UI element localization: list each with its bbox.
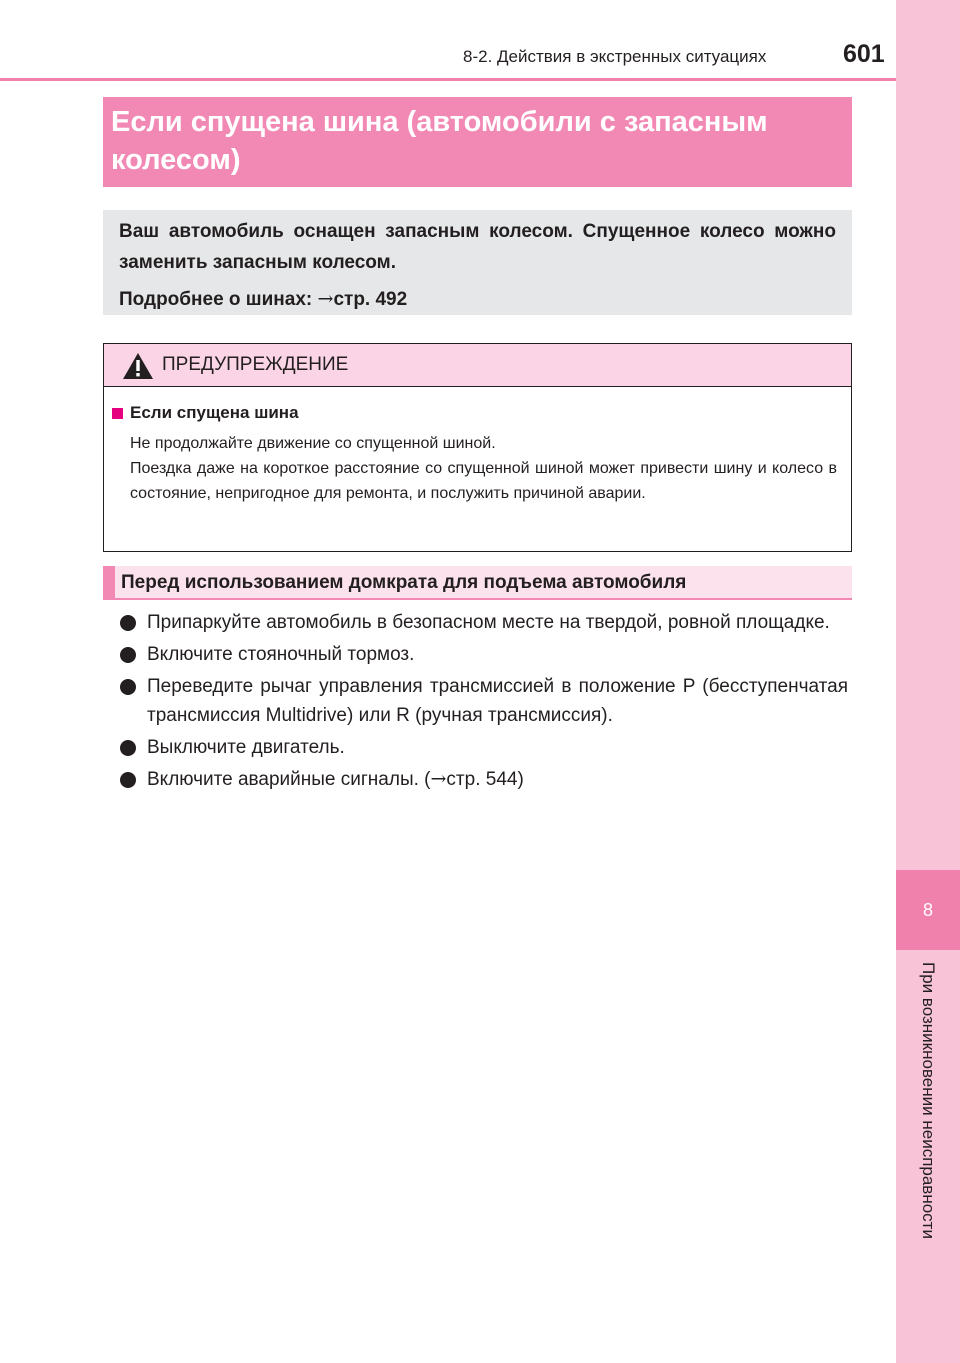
warning-subtitle-text: Если спущена шина: [130, 403, 299, 422]
subsection-accent-bar: [103, 566, 115, 598]
warning-subtitle: [112, 403, 837, 423]
header-divider: [0, 78, 896, 81]
bullet-dot-icon: [120, 615, 136, 631]
intro-text: Ваш автомобиль оснащен запасным колесом. Спущенное колесо можно заменить запасным колесом.: [119, 221, 836, 273]
bullet-list: [120, 608, 848, 797]
page-title: [111, 103, 844, 179]
intro-box: [103, 210, 852, 315]
list-item: [120, 765, 848, 794]
list-item-text: Припаркуйте автомобиль в безопасном месте на твердой, ровной площадке.: [147, 612, 830, 633]
list-item-text: Выключите двигатель.: [147, 737, 345, 758]
intro-reference: [119, 284, 836, 315]
subsection-title: Перед использованием домкрата для подъема автомобиля: [121, 572, 687, 593]
list-item-text: [147, 765, 848, 794]
bullet-dot-icon: [120, 740, 136, 756]
warning-text: [130, 431, 837, 506]
page-title-box: [103, 97, 852, 187]
warning-box: [103, 343, 852, 552]
chapter-side-tab: [896, 0, 960, 1363]
list-item: [120, 640, 848, 669]
chapter-title: [900, 962, 956, 1262]
warning-header: [104, 344, 851, 387]
last-bullet-ref[interactable]: стр. 544): [446, 769, 524, 790]
warning-triangle-icon: [122, 352, 154, 380]
list-item-text: Переведите рычаг управления трансмиссией в положение P (бесступенчатая трансмиссия Multidrive) или R (ручная трансмиссия).: [147, 676, 848, 726]
warning-title: ПРЕДУПРЕЖДЕНИЕ: [162, 354, 349, 375]
list-item: [120, 672, 848, 730]
section-heading: 8-2. Действия в экстренных ситуациях: [463, 47, 767, 66]
intro-ref-label: Подробнее о шинах:: [119, 289, 318, 310]
warning-line2: Поездка даже на короткое расстояние со спущенной шиной может привести шину и колесо в состояние, непригодное для ремонта, и послужить причиной аварии.: [130, 460, 837, 502]
chapter-title-text: При возникновении неисправности: [919, 962, 938, 1239]
bullet-dot-icon: [120, 772, 136, 788]
warning-line1: Не продолжайте движение со спущенной шиной.: [130, 435, 496, 452]
bullet-dot-icon: [120, 647, 136, 663]
page-title-line1: Если спущена шина (автомобили с запасным: [111, 106, 768, 138]
intro-ref-page[interactable]: стр. 492: [333, 289, 408, 310]
page-title-line2: колесом): [111, 144, 241, 176]
arrow-icon: →: [430, 768, 447, 790]
chapter-number: 8: [896, 870, 960, 950]
page-number: 601: [843, 40, 885, 68]
subsection-header: [103, 566, 852, 600]
list-item: [120, 608, 848, 637]
square-bullet-icon: [112, 408, 123, 419]
list-item-text: Включите стояночный тормоз.: [147, 644, 415, 665]
arrow-icon: →: [317, 288, 334, 310]
warning-body: [104, 387, 851, 506]
bullet-dot-icon: [120, 679, 136, 695]
last-bullet-prefix: Включите аварийные сигналы. (: [147, 769, 431, 790]
list-item: [120, 733, 848, 762]
